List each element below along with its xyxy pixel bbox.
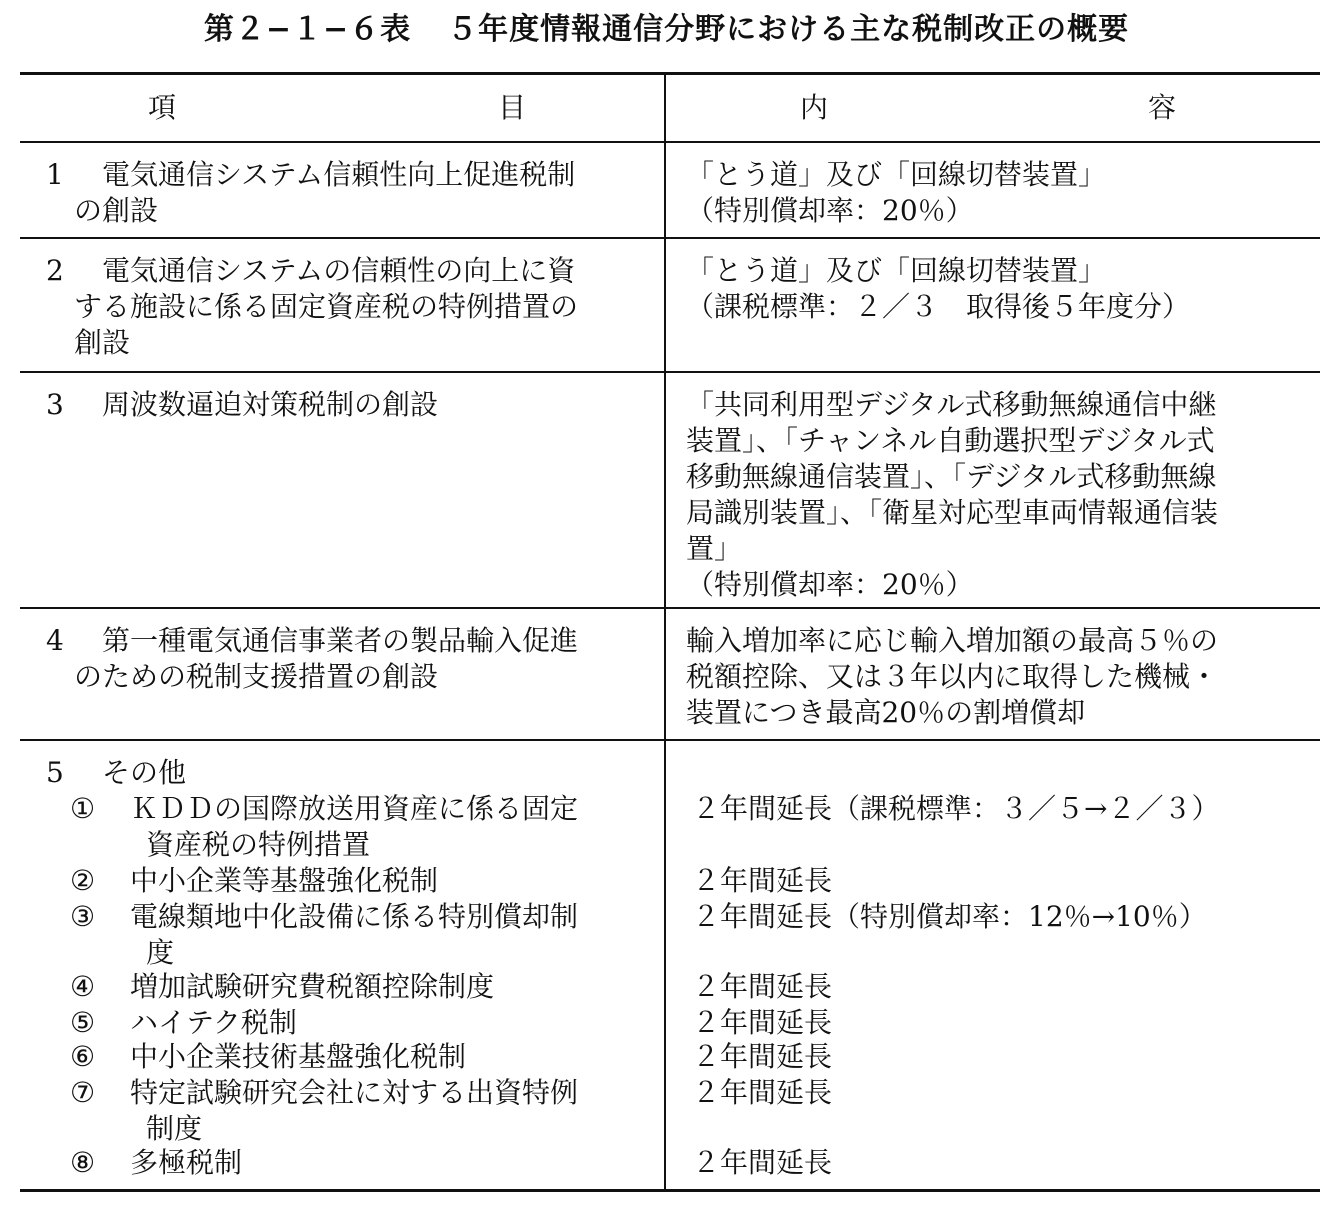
table-row bbox=[20, 739, 1320, 1189]
header-item-cell bbox=[20, 75, 666, 141]
sub-item-text: ＫＤＤの国際放送用資産に係る固定 bbox=[130, 792, 579, 825]
item-text-line: 第一種電気通信事業者の製品輸入促進 bbox=[102, 624, 579, 657]
item-cell bbox=[20, 143, 666, 237]
content-line: ２年間延長 bbox=[692, 1146, 833, 1179]
item-text-line: する施設に係る固定資産税の特例措置の bbox=[74, 290, 579, 323]
content-line: ２年間延長 bbox=[692, 970, 833, 1003]
content-line: 「共同利用型デジタル式移動無線通信中継 bbox=[686, 388, 1217, 421]
item-number: 2 bbox=[46, 254, 64, 287]
content-line: 装置につき最高20％の割増償却 bbox=[686, 696, 1086, 729]
sub-item-marker: ② bbox=[70, 864, 96, 897]
sub-item-text: 中小企業技術基盤強化税制 bbox=[130, 1040, 467, 1073]
item-text-line: 電気通信システム信頼性向上促進税制 bbox=[102, 158, 576, 191]
item-cell bbox=[20, 239, 666, 371]
content-line: 税額控除、又は３年以内に取得した機械・ bbox=[686, 660, 1219, 693]
sub-item-marker: ④ bbox=[70, 970, 96, 1003]
sub-item-text: 度 bbox=[146, 936, 175, 969]
content-line: 「とう道」及び「回線切替装置」 bbox=[686, 158, 1107, 191]
item-number: 3 bbox=[46, 388, 64, 421]
table-row bbox=[20, 141, 1320, 237]
content-line: 移動無線通信装置」、「デジタル式移動無線 bbox=[686, 460, 1217, 493]
table-row bbox=[20, 237, 1320, 371]
table-row bbox=[20, 607, 1320, 739]
sub-item-text: 多極税制 bbox=[130, 1146, 243, 1179]
item-number: 1 bbox=[46, 158, 64, 191]
item-text-line: 創設 bbox=[74, 326, 131, 359]
table-title: ５年度情報通信分野における主な税制改正の概要 bbox=[447, 12, 1130, 47]
item-cell bbox=[20, 741, 666, 1189]
content-line: （課税標準：２／３ 取得後５年度分） bbox=[686, 290, 1191, 323]
item-cell bbox=[20, 373, 666, 607]
content-line: 装置」、「チャンネル自動選択型デジタル式 bbox=[686, 424, 1215, 457]
item-number: 5 bbox=[46, 756, 64, 789]
sub-item-marker: ⑧ bbox=[70, 1146, 96, 1179]
content-line: ２年間延長 bbox=[692, 864, 833, 897]
table-number: 第２−１−６表 bbox=[203, 12, 412, 47]
content-cell bbox=[666, 741, 1320, 1189]
content-line: ２年間延長 bbox=[692, 1076, 833, 1109]
sub-item-text: 制度 bbox=[146, 1112, 203, 1145]
header-content-char1: 内 bbox=[800, 91, 829, 124]
content-line: 局識別装置」、「衛星対応型車両情報通信装 bbox=[686, 496, 1219, 529]
sub-item-text: 増加試験研究費税額控除制度 bbox=[130, 970, 495, 1003]
header-item-char1: 項 bbox=[148, 91, 177, 124]
item-text-line: の創設 bbox=[74, 194, 159, 227]
content-line: ２年間延長（特別償却率：12％→10％） bbox=[692, 900, 1207, 933]
sub-item-text: 電線類地中化設備に係る特別償却制 bbox=[130, 900, 579, 933]
sub-item-marker: ⑦ bbox=[70, 1076, 96, 1109]
content-line: （特別償却率：20％） bbox=[686, 194, 974, 227]
sub-item-marker: ③ bbox=[70, 900, 96, 933]
table-row bbox=[20, 371, 1320, 607]
content-cell bbox=[666, 609, 1320, 739]
sub-item-text: 中小企業等基盤強化税制 bbox=[130, 864, 439, 897]
content-line: ２年間延長 bbox=[692, 1006, 833, 1039]
sub-item-marker: ⑥ bbox=[70, 1040, 96, 1073]
sub-item-text: 資産税の特例措置 bbox=[146, 828, 371, 861]
tax-reform-table bbox=[20, 72, 1320, 1192]
content-line: ２年間延長（課税標準：３／５→２／３） bbox=[692, 792, 1220, 825]
item-text-line: のための税制支援措置の創設 bbox=[74, 660, 439, 693]
item-number: 4 bbox=[46, 624, 64, 657]
content-line: 置」 bbox=[686, 532, 743, 565]
content-cell bbox=[666, 143, 1320, 237]
item-cell bbox=[20, 609, 666, 739]
content-cell bbox=[666, 239, 1320, 371]
page-title bbox=[0, 4, 1333, 48]
content-line: （特別償却率：20％） bbox=[686, 568, 974, 601]
table-header-row bbox=[20, 75, 1320, 141]
sub-item-text: 特定試験研究会社に対する出資特例 bbox=[130, 1076, 579, 1109]
item-text-line: 電気通信システムの信頼性の向上に資 bbox=[102, 254, 576, 287]
item-text-line: 周波数逼迫対策税制の創設 bbox=[102, 388, 439, 421]
content-cell bbox=[666, 373, 1320, 607]
sub-item-text: ハイテク税制 bbox=[130, 1006, 297, 1039]
content-line: ２年間延長 bbox=[692, 1040, 833, 1073]
sub-item-marker: ⑤ bbox=[70, 1006, 96, 1039]
content-line: 「とう道」及び「回線切替装置」 bbox=[686, 254, 1107, 287]
header-item-char2: 目 bbox=[498, 91, 527, 124]
header-content-cell bbox=[666, 75, 1320, 141]
sub-item-marker: ① bbox=[70, 792, 96, 825]
header-content-char2: 容 bbox=[1148, 91, 1177, 124]
item-text-line: その他 bbox=[102, 756, 187, 789]
content-line: 輸入増加率に応じ輸入増加額の最高５％の bbox=[686, 624, 1219, 657]
